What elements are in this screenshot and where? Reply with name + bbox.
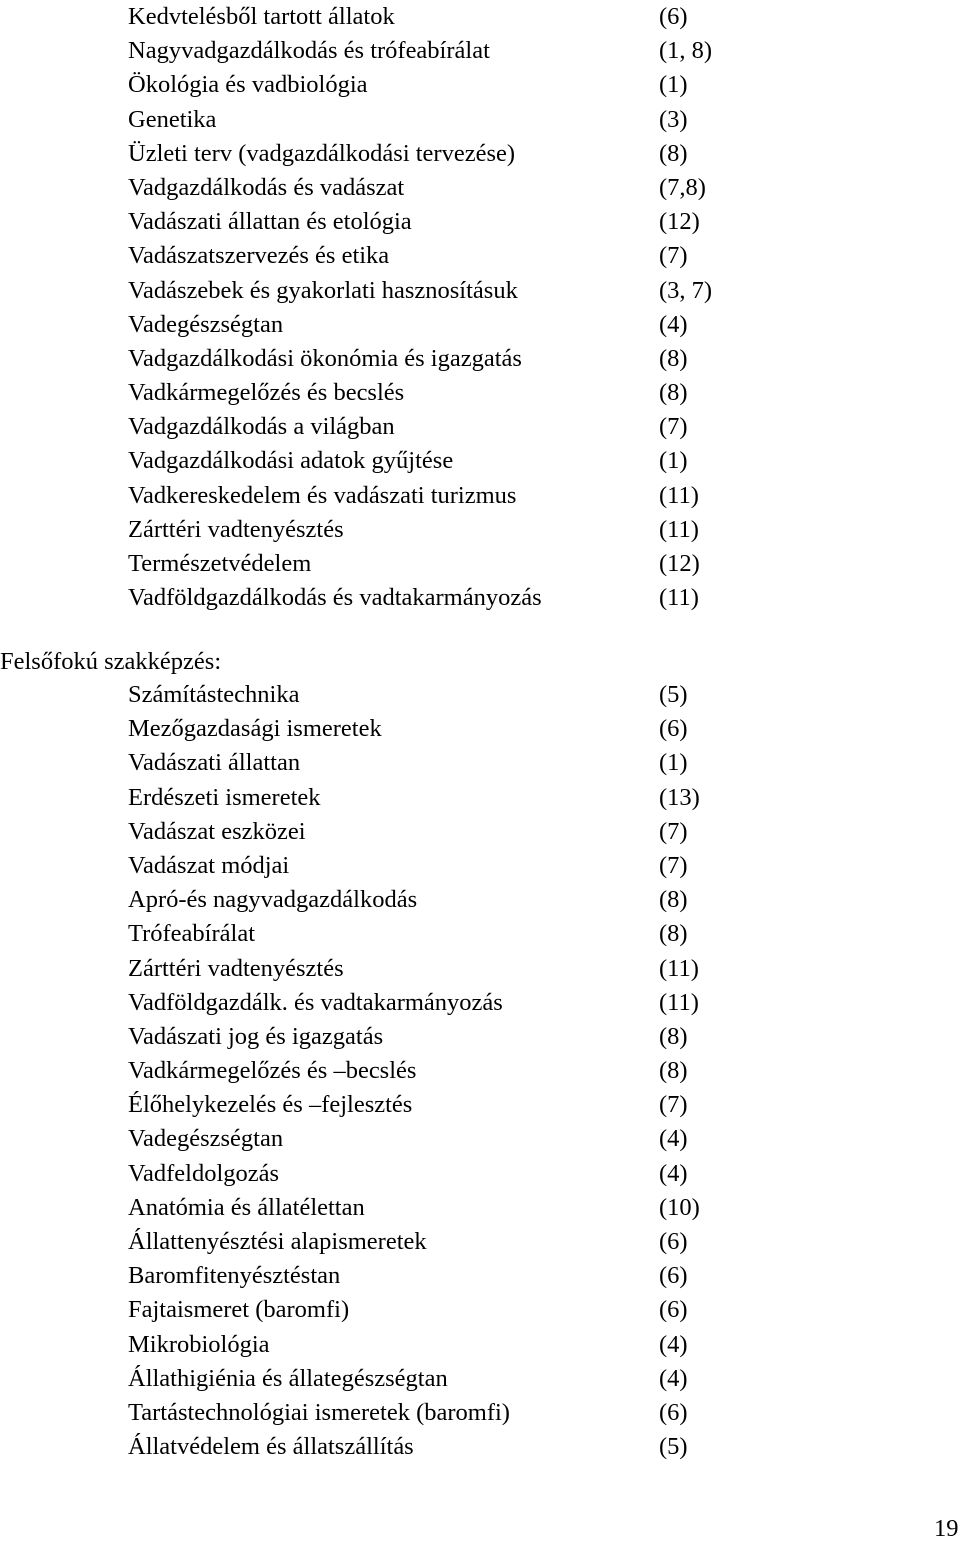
course-code: (8)	[659, 379, 688, 407]
list-item	[0, 678, 960, 712]
course-code: (8)	[659, 139, 688, 167]
list-item	[0, 0, 960, 34]
list-item	[0, 479, 960, 513]
list-item	[0, 1054, 960, 1088]
course-code: (13)	[659, 783, 700, 811]
course-name: Zárttéri vadtenyésztés	[128, 954, 344, 982]
list-item	[0, 103, 960, 137]
course-code: (3)	[659, 105, 688, 133]
course-name: Vadászati állattan	[128, 749, 301, 777]
course-name: Zárttéri vadtenyésztés	[128, 515, 344, 543]
course-code: (1)	[659, 447, 688, 475]
course-code: (6)	[659, 1398, 688, 1426]
course-name: Mikrobiológia	[128, 1330, 270, 1358]
course-code: (8)	[659, 920, 688, 948]
course-name: Nagyvadgazdálkodás és trófeabírálat	[128, 37, 490, 65]
list-item	[0, 547, 960, 581]
course-name: Vadföldgazdálkodás és vadtakarmányozás	[128, 584, 542, 612]
course-code: (4)	[659, 1330, 688, 1358]
course-code: (12)	[659, 208, 700, 236]
list-item	[0, 1259, 960, 1293]
course-code: (11)	[659, 954, 699, 982]
course-name: Vadgazdálkodás és vadászat	[128, 173, 405, 201]
list-item	[0, 917, 960, 951]
course-code: (8)	[659, 1057, 688, 1085]
course-name: Ökológia és vadbiológia	[128, 71, 368, 99]
course-name: Vadegészségtan	[128, 1125, 284, 1153]
course-code: (11)	[659, 584, 699, 612]
list-item	[0, 68, 960, 102]
list-item	[0, 137, 960, 171]
list-item	[0, 712, 960, 746]
course-name: Vadászat módjai	[128, 851, 290, 879]
course-name: Állatvédelem és állatszállítás	[128, 1433, 414, 1461]
course-code: (4)	[659, 1159, 688, 1187]
course-name: Üzleti terv (vadgazdálkodási tervezése)	[128, 139, 516, 167]
course-code: (11)	[659, 515, 699, 543]
course-name: Kedvtelésből tartott állatok	[128, 3, 395, 30]
page-number: 19	[934, 1515, 959, 1542]
course-name: Vadkármegelőzés és becslés	[128, 379, 405, 407]
course-name: Vadgazdálkodási adatok gyűjtése	[128, 447, 454, 475]
list-item	[0, 376, 960, 410]
course-code: (7)	[659, 851, 688, 879]
course-code: (10)	[659, 1193, 700, 1221]
list-item	[0, 781, 960, 815]
course-code: (8)	[659, 886, 688, 914]
course-name: Trófeabírálat	[128, 920, 255, 948]
list-item	[0, 849, 960, 883]
course-code: (6)	[659, 1228, 688, 1255]
list-item	[0, 815, 960, 849]
list-item	[0, 513, 960, 547]
course-name: Baromfitenyésztéstan	[128, 1262, 341, 1290]
list-item	[0, 1362, 960, 1396]
course-code: (7)	[659, 413, 688, 441]
list-item	[0, 1293, 960, 1327]
course-name: Vadkármegelőzés és –becslés	[128, 1057, 417, 1085]
list-item	[0, 746, 960, 780]
list-item	[0, 1328, 960, 1362]
list-item	[0, 444, 960, 478]
course-name: Állattenyésztési alapismeretek	[128, 1228, 427, 1255]
course-code: (5)	[659, 1433, 688, 1461]
course-code: (4)	[659, 310, 688, 338]
list-item	[0, 410, 960, 444]
course-code: (8)	[659, 344, 688, 372]
course-code: (11)	[659, 481, 699, 509]
section-heading: Felsőfokú szakképzés:	[0, 648, 222, 675]
course-name: Természetvédelem	[128, 550, 312, 577]
course-name: Mezőgazdasági ismeretek	[128, 715, 382, 743]
course-code: (7)	[659, 242, 688, 270]
course-list-second	[0, 678, 960, 1464]
list-item	[0, 1157, 960, 1191]
list-item	[0, 1020, 960, 1054]
course-list-first	[0, 0, 960, 615]
list-item	[0, 1430, 960, 1464]
course-code: (6)	[659, 1296, 688, 1324]
course-name: Erdészeti ismeretek	[128, 783, 321, 811]
course-code: (7,8)	[659, 173, 706, 201]
course-name: Vadfeldolgozás	[128, 1159, 280, 1187]
list-item	[0, 34, 960, 68]
course-name: Állathigiénia és állategészségtan	[128, 1364, 448, 1392]
list-item	[0, 883, 960, 917]
course-name: Genetika	[128, 105, 217, 133]
course-code: (4)	[659, 1364, 688, 1392]
course-name: Vadgazdálkodás a világban	[128, 413, 395, 441]
course-code: (3, 7)	[659, 276, 713, 304]
course-name: Tartástechnológiai ismeretek (baromfi)	[128, 1398, 510, 1426]
course-name: Vadászati jog és igazgatás	[128, 1022, 384, 1050]
course-name: Apró-és nagyvadgazdálkodás	[128, 886, 418, 914]
list-item	[0, 581, 960, 615]
course-name: Vadászati állattan és etológia	[128, 208, 412, 236]
course-code: (1, 8)	[659, 37, 713, 65]
course-name: Vadászatszervezés és etika	[128, 242, 390, 270]
course-code: (6)	[659, 715, 688, 743]
course-name: Vadegészségtan	[128, 310, 284, 338]
list-item	[0, 308, 960, 342]
list-item	[0, 1088, 960, 1122]
list-item	[0, 274, 960, 308]
course-code: (6)	[659, 3, 688, 30]
course-code: (4)	[659, 1125, 688, 1153]
list-item	[0, 205, 960, 239]
list-item	[0, 239, 960, 273]
course-code: (7)	[659, 817, 688, 845]
course-code: (11)	[659, 988, 699, 1016]
course-name: Anatómia és állatélettan	[128, 1193, 365, 1221]
list-item	[0, 952, 960, 986]
course-code: (1)	[659, 71, 688, 99]
list-item	[0, 342, 960, 376]
course-code: (8)	[659, 1022, 688, 1050]
course-code: (1)	[659, 749, 688, 777]
course-name: Vadföldgazdálk. és vadtakarmányozás	[128, 988, 503, 1016]
course-name: Vadkereskedelem és vadászati turizmus	[128, 481, 517, 509]
list-item	[0, 1396, 960, 1430]
course-code: (12)	[659, 550, 700, 577]
course-code: (6)	[659, 1262, 688, 1290]
course-code: (7)	[659, 1091, 688, 1119]
list-item	[0, 1122, 960, 1156]
course-name: Fajtaismeret (baromfi)	[128, 1296, 350, 1324]
course-name: Vadászebek és gyakorlati hasznosításuk	[128, 276, 518, 304]
course-name: Vadászat eszközei	[128, 817, 306, 845]
list-item	[0, 986, 960, 1020]
course-name: Számítástechnika	[128, 681, 300, 708]
course-name: Élőhelykezelés és –fejlesztés	[128, 1091, 413, 1119]
list-item	[0, 1225, 960, 1259]
list-item	[0, 171, 960, 205]
course-name: Vadgazdálkodási ökonómia és igazgatás	[128, 344, 522, 372]
list-item	[0, 1191, 960, 1225]
course-code: (5)	[659, 681, 688, 708]
